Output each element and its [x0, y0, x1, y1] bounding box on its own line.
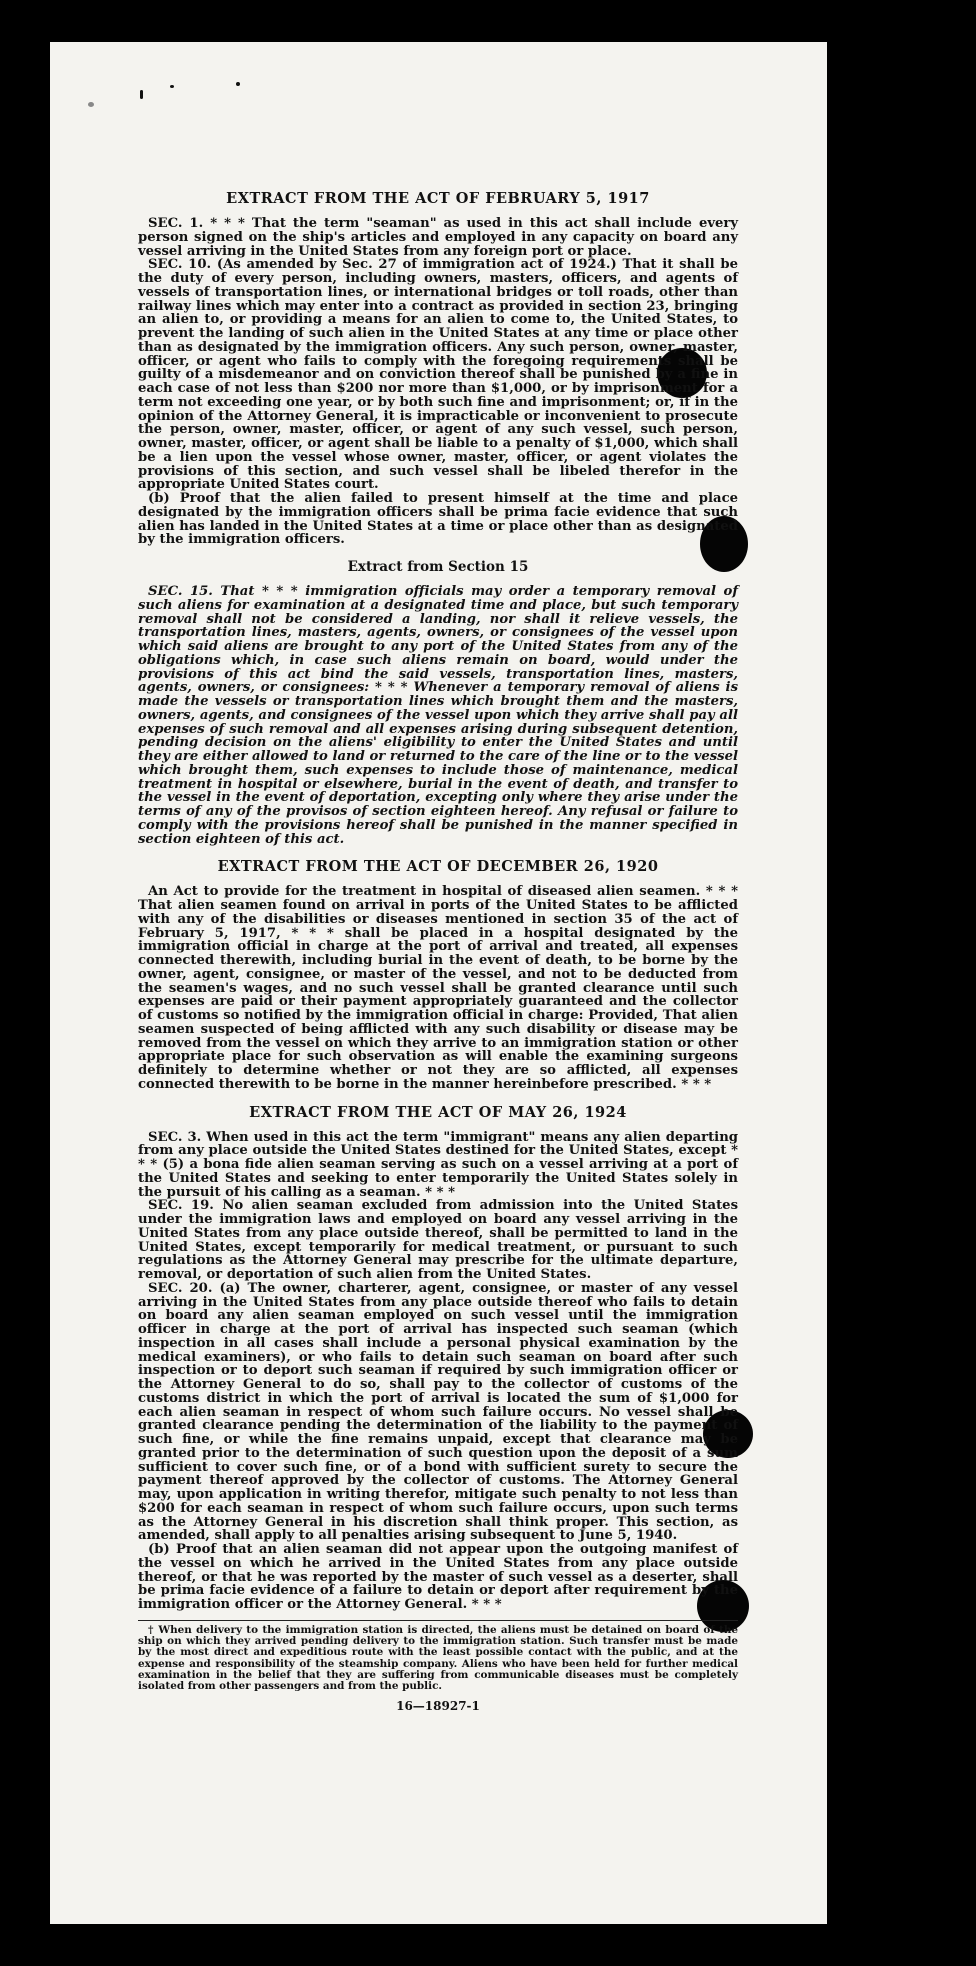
- heading-act-1917: EXTRACT FROM THE ACT OF FEBRUARY 5, 1917: [226, 190, 650, 207]
- speck: [170, 85, 174, 88]
- paragraph-sec-20b: (b) Proof that an alien seaman did not appear upon the outgoing manifest of the vessel on which he arrived in the United States from any place outside thereof, or that he was reported by the master of such vessel as a deserter, shall be prima facie evidence of a failure to detain or deport after requirement by the immigration officer or the Attorney General. * * *: [138, 1542, 738, 1612]
- footnote-text: † When delivery to the immigration station is directed, the aliens must be detained on board of the ship on which they arrived pending delivery to the immigration station. Such transfer must be made by the most direct and expeditious route with the least possible contact with the public, and at the expense and responsibility of the steamship company. Aliens who have been held for further medical examination in the belief that they are suffering from communicable diseases must be completely isolated from other passengers and from the public.: [138, 1623, 738, 1693]
- paragraph-sec-3: SEC. 3. When used in this act the term "immigrant" means any alien departing from any place outside the United States destined for the United States, except * * * (5) a bona fide alien seaman serving as such on a vessel arriving at a port of the United States and seeking to enter temporarily the United States solely in the pursuit of his calling as a seaman. * * *: [138, 1129, 738, 1200]
- heading-section-15: Extract from Section 15: [347, 559, 529, 575]
- footnote-rule: [138, 1620, 738, 1621]
- paragraph-sec-15: SEC. 15. That * * * immigration officials may order a temporary removal of such aliens for examination at a designated time and place, but such temporary removal shall not be considered a landing, nor shall it relieve vessels, the transportation lines, masters, agents, owners, or consignees of the vessel upon which said aliens are brought to any port of the United States from any of the obligations which, in case such aliens remain on board, would under the provisions of this act bind the said vessels, transportation lines, masters, agents, owners, or consignees: * * * Whenever a temporary removal of aliens is made the vessels or transportation lines which brought them and the masters, owners, agents, and consignees of the vessel upon which they arrive shall pay all expenses of such removal and all expenses arising during subsequent detention, pending decision on the aliens' eligibility to enter the United States and until they are either allowed to land or returned to the care of the line or to the vessel which brought them, such expenses to include those of maintenance, medical treatment in hospital or elsewhere, burial in the event of death, and transfer to the vessel in the event of deportation, excepting only where they arise under the terms of any of the provisos of section eighteen hereof. Any refusal or failure to comply with the provisions hereof shall be punished in the manner specified in section eighteen of this act.: [138, 584, 738, 847]
- footnote: [138, 1625, 738, 1693]
- speck: [88, 102, 94, 107]
- paragraph-sec-20a: SEC. 20. (a) The owner, charterer, agent, consignee, or master of any vessel arriving in the United States from any place outside thereof who fails to detain on board any alien seaman employed on such vessel until the immigration officer in charge at the port of arrival has inspected such seaman (which inspection in all cases shall include a personal physical examination by the medical examiners), or who fails to detain such seaman on board after such inspection or to deport such seaman if required by such immigration officer or the Attorney General to do so, shall pay to the collector of customs of the customs district in which the port of arrival is located the sum of $1,000 for each alien seaman in respect of whom such failure occurs. No vessel shall be granted clearance pending the determination of the liability to the payment of such fine, or while the fine remains unpaid, except that clearance may be granted prior to the determination of such question upon the deposit of a sum sufficient to cover such fine, or of a bond with sufficient surety to secure the payment thereof approved by the collector of customs. The Attorney General may, upon application in writing therefor, mitigate such penalty to not less than $200 for each seaman in respect of whom such failure occurs, upon such terms as the Attorney General in his discretion shall think proper. This section, as amended, shall apply to all penalties arising subsequent to June 5, 1940.: [138, 1280, 738, 1544]
- paragraph-sec-10: SEC. 10. (As amended by Sec. 27 of immigration act of 1924.) That it shall be the duty of every person, including owners, masters, officers, and agents of vessels of transportation lines, or international bridges or toll roads, other than railway lines which may enter into a contract as provided in section 23, bringing an alien to, or providing a means for an alien to come to, the United States, to prevent the landing of such alien in the United States at any time or place other than as designated by the immigration officers. Any such person, owner, master, officer, or agent who fails to comply with the foregoing requirements shall be guilty of a misdemeanor and on conviction thereof shall be punished by a fine in each case of not less than $200 nor more than $1,000, or by imprisonment for a term not exceeding one year, or by both such fine and imprisonment; or, if in the opinion of the Attorney General, it is impracticable or inconvenient to prosecute the person, owner, master, officer, or agent of any such vessel, such person, owner, master, officer, or agent shall be liable to a penalty of $1,000, which shall be a lien upon the vessel whose owner, master, officer, or agent violates the provisions of this section, and such vessel shall be libeled therefor in the appropriate United States court.: [138, 257, 738, 493]
- document-body: [138, 142, 738, 1713]
- form-number: 16—18927-1: [396, 1698, 480, 1713]
- heading-act-1920: EXTRACT FROM THE ACT OF DECEMBER 26, 1920: [217, 858, 659, 876]
- speck: [236, 82, 240, 86]
- heading-act-1924: EXTRACT FROM THE ACT OF MAY 26, 1924: [249, 1103, 627, 1121]
- paragraph-sec-1: SEC. 1. * * * That the term "seaman" as used in this act shall include every person signed on the ship's articles and employed in any capacity on board any vessel arriving in the United States from any foreign port or place.: [138, 216, 738, 259]
- document-page: [50, 42, 827, 1924]
- paragraph-act-1920: An Act to provide for the treatment in hospital of diseased alien seamen. * * * That alien seamen found on arrival in ports of the United States to be afflicted with any of the disabilities or diseases mentioned in section 35 of the act of February 5, 1917, * * * shall be placed in a hospital designated by the immigration official in charge at the port of arrival and treated, all expenses connected therewith, including burial in the event of death, to be borne by the owner, agent, consignee, or master of the vessel, and not to be deducted from the seamen's wages, and no such vessel shall be granted clearance until such expenses are paid or their payment appropriately guaranteed and the collector of customs so notified by the immigration official in charge: Provided, That alien seamen suspected of being afflicted with any such disability or disease may be removed from the vessel on which they arrive to an immigration station or other appropriate place for such observation as will enable the examining surgeons definitely to determine whether or not they are so afflicted, all expenses connected therewith to be borne in the manner hereinbefore prescribed. * * *: [138, 884, 738, 1092]
- speck: [140, 90, 143, 99]
- paragraph-sec-19: SEC. 19. No alien seaman excluded from admission into the United States under the immigration laws and employed on board any vessel arriving in the United States from any place outside thereof, shall be permitted to land in the United States, except temporarily for medical treatment, or pursuant to such regulations as the Attorney General may prescribe for the ultimate departure, removal, or deportation of such alien from the United States.: [138, 1198, 738, 1282]
- paragraph-sec-10b: (b) Proof that the alien failed to present himself at the time and place designated by the immigration officers shall be prima facie evidence that such alien has landed in the United States at a time or place other than as designated by the immigration officers.: [138, 491, 738, 548]
